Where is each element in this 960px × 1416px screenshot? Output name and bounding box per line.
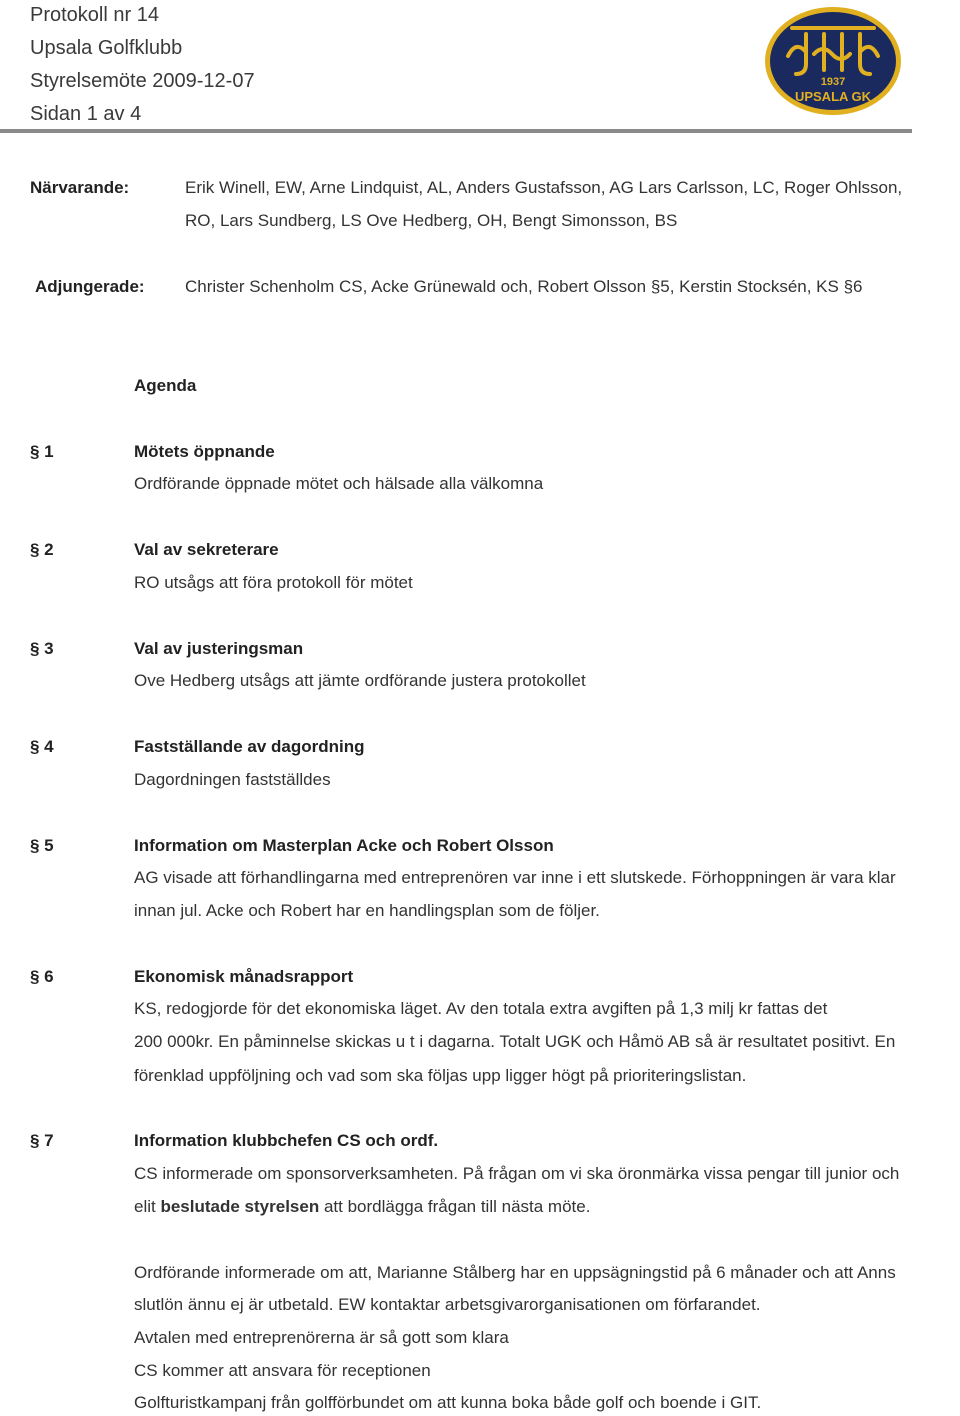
- item-number: § 3: [30, 639, 54, 658]
- meeting-date: Styrelsemöte 2009-12-07: [30, 70, 255, 92]
- paragraph-line: CS kommer att ansvara för receptionen: [134, 1361, 431, 1380]
- item-title: Ekonomisk månadsrapport: [134, 967, 354, 986]
- logo-name: UPSALA GK: [794, 89, 872, 104]
- item-text: CS informerade om sponsorverksamheten. På frågan om vi ska öronmärka vissa pengar till junior och: [134, 1164, 900, 1183]
- present-names-line1: Erik Winell, EW, Arne Lindquist, AL, Anders Gustafsson, AG Lars Carlsson, LC, Roger Ohlsson,: [185, 178, 903, 197]
- item-title: Fastställande av dagordning: [134, 737, 365, 756]
- item-title: Val av justeringsman: [134, 639, 304, 658]
- paragraph-line: Golfturistkampanj från golfförbundet om att kunna boka både golf och boende i GIT.: [134, 1393, 762, 1412]
- club-logo: [762, 4, 904, 118]
- item-title: Val av sekreterare: [134, 540, 279, 559]
- item-text: KS, redogjorde för det ekonomiska läget. Av den totala extra avgiften på 1,3 milj kr fattas det: [134, 999, 828, 1018]
- item-text: Ordförande öppnade mötet och hälsade alla välkomna: [134, 474, 544, 493]
- item-title: Mötets öppnande: [134, 442, 275, 461]
- item-number: § 1: [30, 442, 54, 461]
- present-names-line2: RO, Lars Sundberg, LS Ove Hedberg, OH, Bengt Simonsson, BS: [185, 211, 678, 230]
- item-number: § 2: [30, 540, 54, 559]
- item-number: § 6: [30, 967, 54, 986]
- adjunct-names: Christer Schenholm CS, Acke Grünewald och, Robert Olsson §5, Kerstin Stocksén, KS §6: [185, 277, 863, 296]
- adjunct-label: Adjungerade:: [35, 277, 145, 296]
- item-text: Ove Hedberg utsågs att jämte ordförande justera protokollet: [134, 671, 586, 690]
- item-text: RO utsågs att föra protokoll för mötet: [134, 573, 413, 592]
- page-number: Sidan 1 av 4: [30, 103, 142, 125]
- paragraph-line: Avtalen med entreprenörerna är så gott som klara: [134, 1328, 509, 1347]
- item-number: § 5: [30, 836, 54, 855]
- protocol-number: Protokoll nr 14: [30, 4, 159, 26]
- club-logo-emblem: [762, 4, 904, 118]
- agenda-title: Agenda: [134, 376, 197, 395]
- item-number: § 4: [30, 737, 54, 756]
- paragraph-line: slutlön ännu ej är utbetald. EW kontaktar arbetsgivarorganisationen om förfarandet.: [134, 1295, 761, 1314]
- item-text: Dagordningen fastställdes: [134, 770, 331, 789]
- item-text-mixed: [134, 1197, 590, 1217]
- item-text: förenklad uppföljning och vad som ska följas upp ligger högt på prioriteringslistan.: [134, 1066, 747, 1085]
- item-title: Information om Masterplan Acke och Robert Olsson: [134, 836, 554, 855]
- present-label: Närvarande:: [30, 178, 130, 197]
- item-text: 200 000kr. En påminnelse skickas u t i dagarna. Totalt UGK och Håmö AB så är resultatet positivt. En: [134, 1032, 896, 1051]
- item-text-bold: beslutade styrelsen: [160, 1197, 320, 1216]
- item-text: AG visade att förhandlingarna med entreprenören var inne i ett slutskede. Förhoppningen är vara klar: [134, 868, 896, 887]
- item-title: Information klubbchefen CS och ordf.: [134, 1131, 439, 1150]
- item-text-part: elit: [134, 1197, 161, 1216]
- item-number: § 7: [30, 1131, 54, 1150]
- paragraph-line: Ordförande informerade om att, Marianne Stålberg har en uppsägningstid på 6 månader och att Anns: [134, 1263, 896, 1282]
- item-text: innan jul. Acke och Robert har en handlingsplan som de följer.: [134, 901, 600, 920]
- header-divider: [0, 129, 912, 133]
- item-text-part: att bordlägga frågan till nästa möte.: [319, 1197, 591, 1216]
- logo-year: 1937: [820, 76, 846, 88]
- club-name: Upsala Golfklubb: [30, 37, 183, 59]
